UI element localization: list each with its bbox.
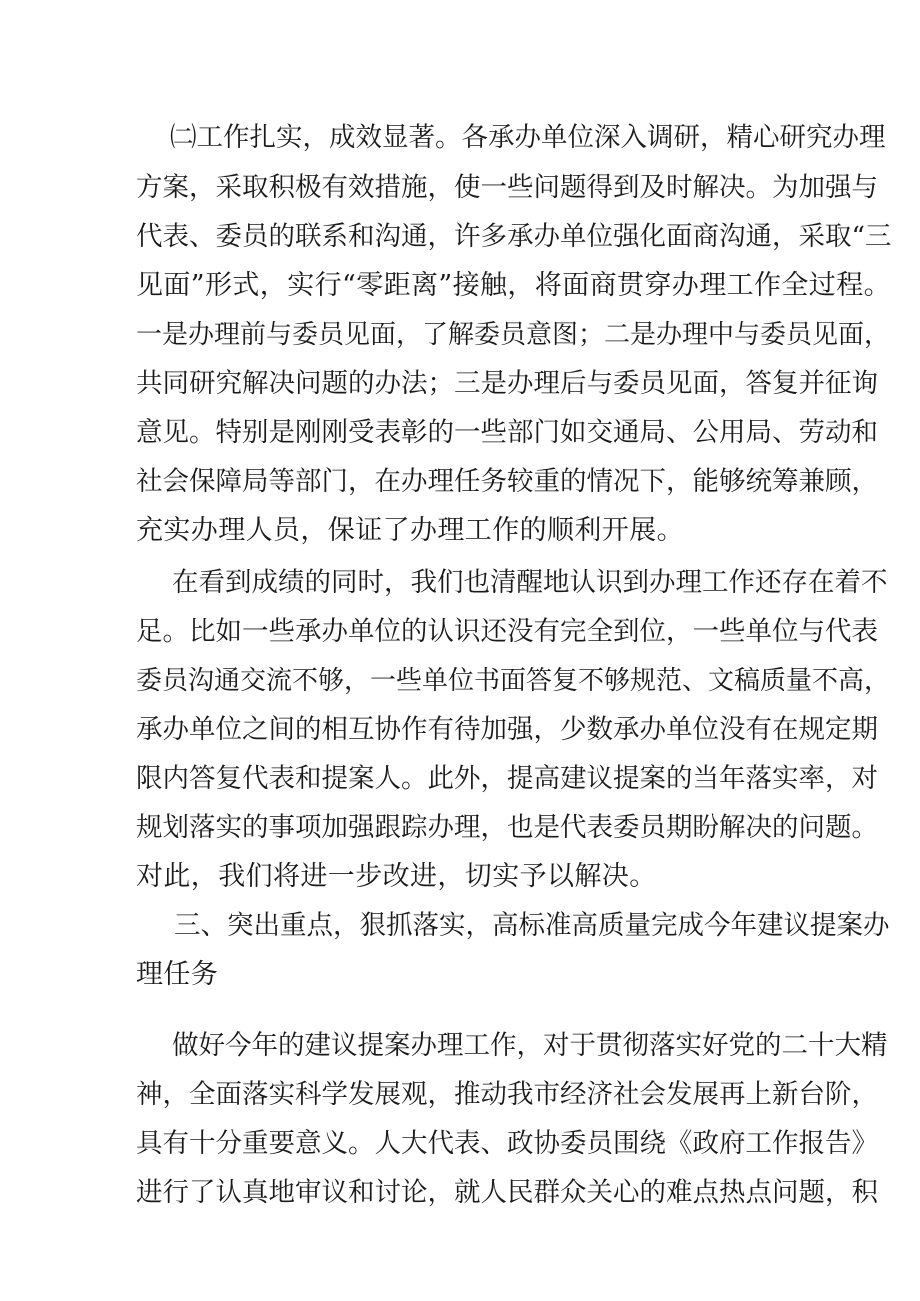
paragraph-4-line-4: 进行了认真地审议和讨论，就人民群众关心的难点热点问题，积 bbox=[136, 1177, 878, 1208]
section-heading-line-1: 三、突出重点，狠抓落实，高标准高质量完成今年建议提案办 bbox=[174, 910, 890, 941]
paragraph-2-line-5: 限内答复代表和提案人。此外，提高建议提案的当年落实率，对 bbox=[136, 763, 878, 794]
paragraph-2-line-4: 承办单位之间的相互协作有待加强，少数承办单位没有在规定期 bbox=[136, 714, 878, 745]
paragraph-1-line-6: 共同研究解决问题的办法；三是办理后与委员见面，答复并征询 bbox=[136, 368, 878, 399]
paragraph-4-line-2: 神，全面落实科学发展观，推动我市经济社会发展再上新台阶， bbox=[136, 1079, 878, 1110]
paragraph-2-line-6: 规划落实的事项加强跟踪办理，也是代表委员期盼解决的问题。 bbox=[136, 812, 878, 843]
paragraph-2-line-2: 足。比如一些承办单位的认识还没有完全到位，一些单位与代表 bbox=[136, 616, 878, 647]
paragraph-1-line-4: 见面”形式，实行“零距离”接触，将面商贯穿办理工作全过程。 bbox=[136, 270, 892, 301]
paragraph-1-line-2: 方案，采取积极有效措施，使一些问题得到及时解决。为加强与 bbox=[136, 172, 878, 203]
paragraph-4-line-3: 具有十分重要意义。人大代表、政协委员围绕《政府工作报告》 bbox=[136, 1128, 878, 1159]
section-heading-line-2: 理任务 bbox=[136, 959, 219, 990]
paragraph-1-line-7: 意见。特别是刚刚受表彰的一些部门如交通局、公用局、劳动和 bbox=[136, 417, 878, 448]
paragraph-2-line-3: 委员沟通交流不够，一些单位书面答复不够规范、文稿质量不高， bbox=[136, 666, 891, 696]
paragraph-1-line-3: 代表、委员的联系和沟通，许多承办单位强化面商沟通，采取“三 bbox=[136, 221, 892, 252]
paragraph-1-line-1: ㈡工作扎实，成效显著。各承办单位深入调研，精心研究办理 bbox=[170, 122, 886, 153]
paragraph-1-line-9: 充实办理人员，保证了办理工作的顺利开展。 bbox=[136, 515, 684, 546]
paragraph-1-line-8: 社会保障局等部门，在办理任务较重的情况下，能够统筹兼顾， bbox=[136, 466, 878, 497]
paragraph-2-line-1: 在看到成绩的同时，我们也清醒地认识到办理工作还存在着不 bbox=[172, 567, 888, 598]
paragraph-4-line-1: 做好今年的建议提案办理工作，对于贯彻落实好党的二十大精 bbox=[172, 1030, 888, 1061]
paragraph-2-line-7: 对此，我们将进一步改进，切实予以解决。 bbox=[136, 861, 657, 892]
paragraph-1-line-5: 一是办理前与委员见面，了解委员意图；二是办理中与委员见面， bbox=[136, 320, 891, 350]
